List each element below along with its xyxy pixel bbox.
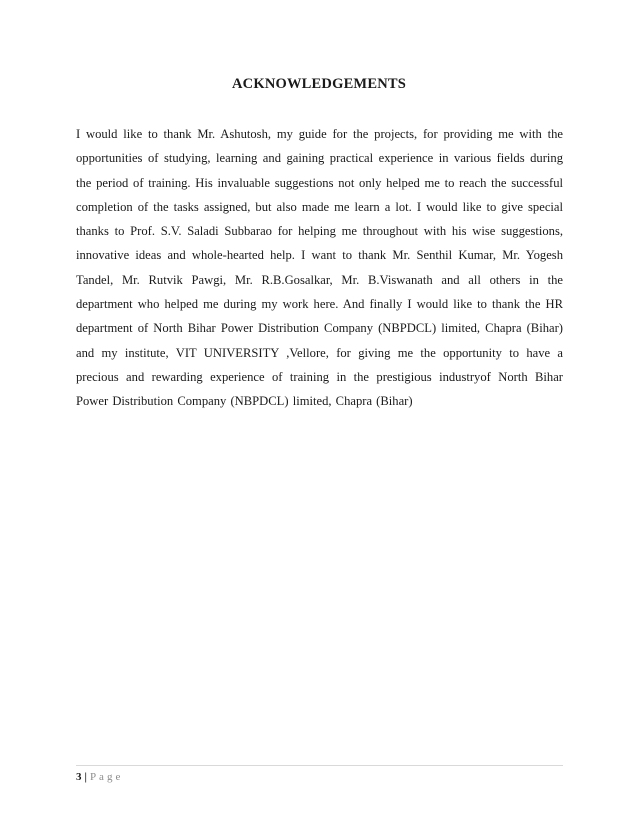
page-label: Page xyxy=(89,771,124,783)
page-heading: ACKNOWLEDGEMENTS xyxy=(232,76,406,92)
page-footer xyxy=(76,770,123,784)
page-number: 3 xyxy=(76,771,82,783)
acknowledgement-paragraph: I would like to thank Mr. Ashutosh, my guide for the projects, for providing me with the opportunities of studying, learning and gaining practical experience in various fields during the period of training. His invaluable suggestions not only helped me to reach the successful completion of the tasks assigned, but also made me learn a lot. I would like to give special thanks to Prof. S.V. Saladi Subbarao for helping me throughout with his wise suggestions, innovative ideas and whole-hearted help. I want to thank Mr. Senthil Kumar, Mr. Yogesh Tandel, Mr. Rutvik Pawgi, Mr. R.B.Gosalkar, Mr. B.Viswanath and all others in the department who helped me during my work here. And finally I would like to thank the HR department of North Bihar Power Distribution Company (NBPDCL) limited, Chapra (Bihar) and my institute, VIT UNIVERSITY ,Vellore, for giving me the opportunity to have a precious and rewarding experience of training in the prestigious industryof North Bihar Power Distribution Company (NBPDCL) limited, Chapra (Bihar) xyxy=(76,127,563,409)
footer-divider xyxy=(76,765,563,766)
footer-separator: | xyxy=(84,771,87,783)
